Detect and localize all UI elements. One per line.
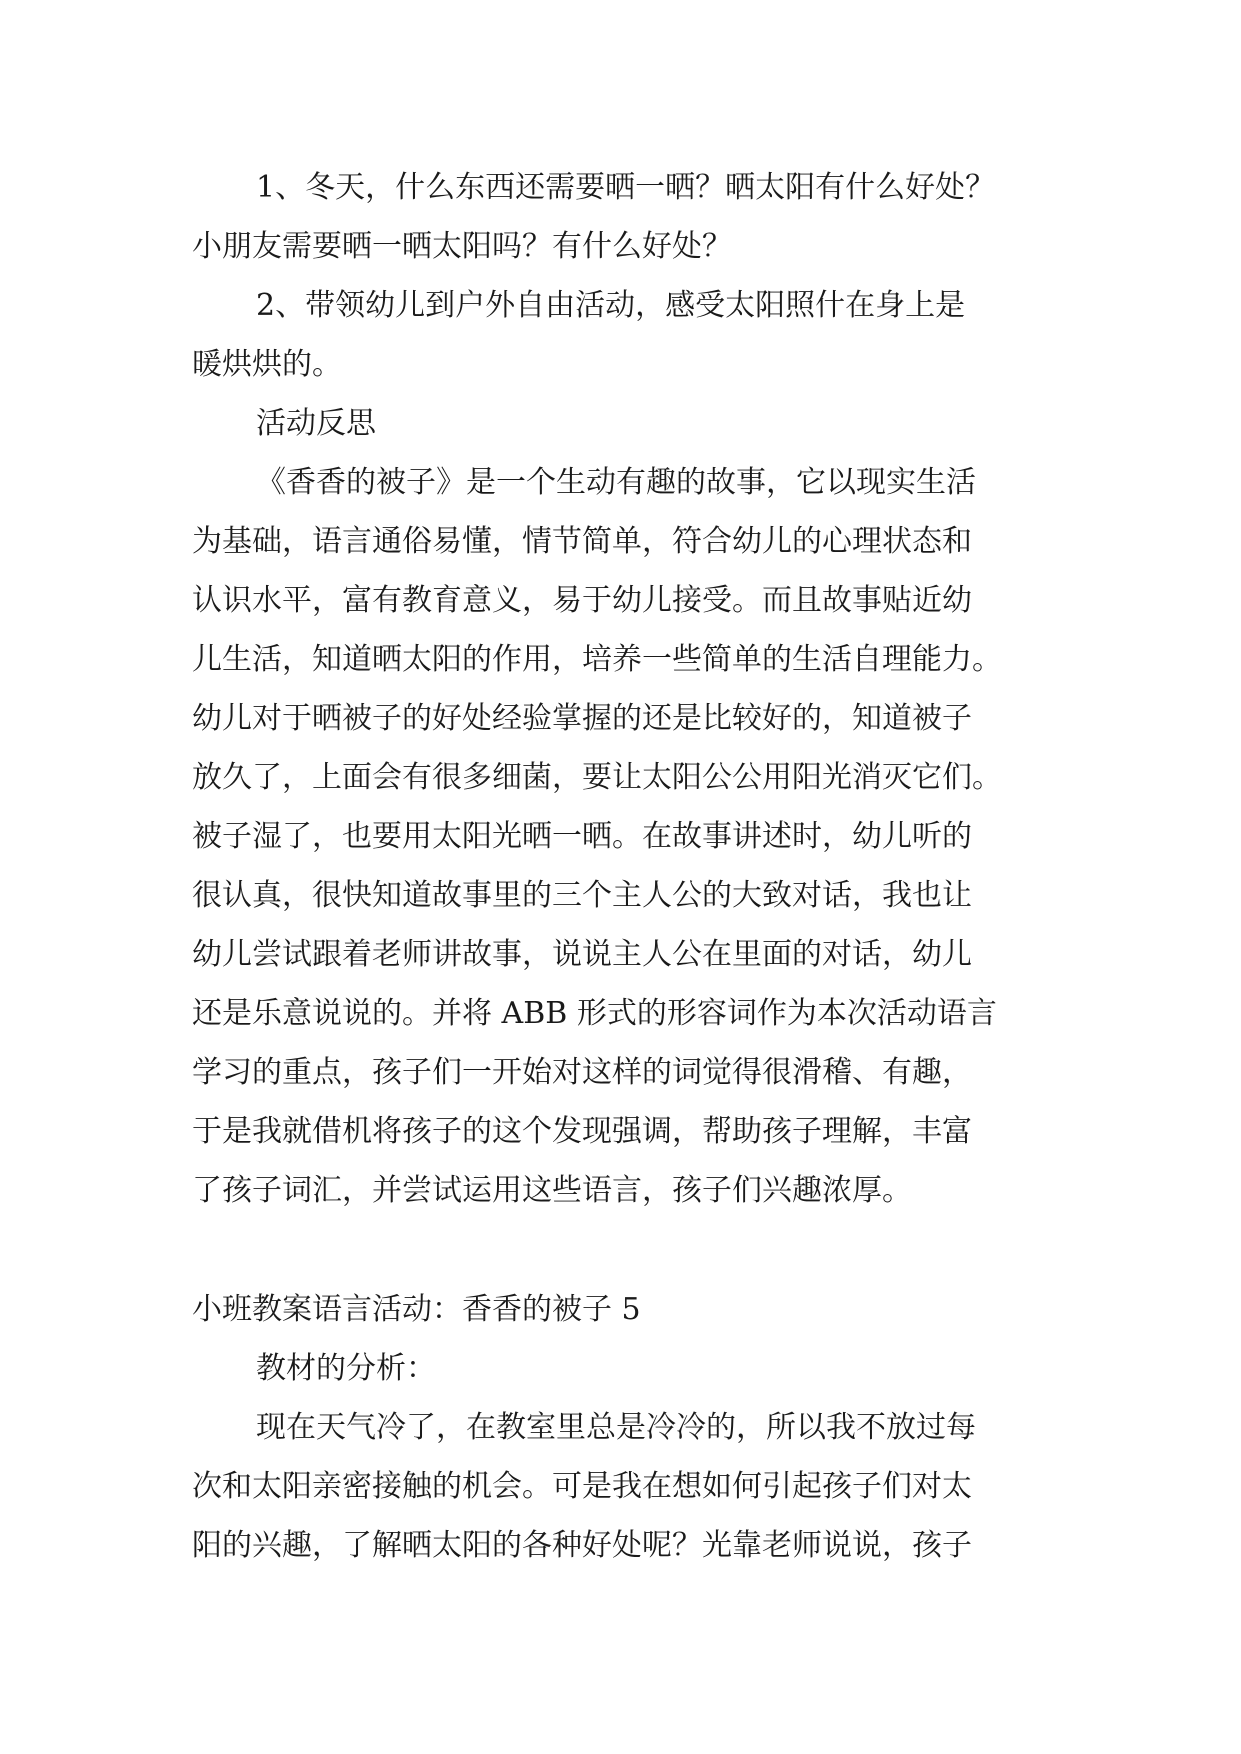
text-line: 现在天气冷了，在教室里总是冷冷的，所以我不放过每	[256, 1410, 976, 1445]
text-line: 放久了，上面会有很多细菌，要让太阳公公用阳光消灭它们。	[192, 760, 1002, 795]
section-heading	[192, 1280, 1052, 1339]
section-title: 小班教案语言活动：香香的被子 5	[192, 1292, 641, 1327]
text-line: 小朋友需要晒一晒太阳吗？有什么好处？	[192, 229, 732, 264]
text-line: 2、带领幼儿到户外自由活动，感受太阳照什在身上是	[256, 288, 966, 323]
text-line: 被子湿了，也要用太阳光晒一晒。在故事讲述时，幼儿听的	[192, 819, 972, 854]
text-line: 《香香的被子》是一个生动有趣的故事，它以现实生活	[256, 465, 976, 500]
document-body	[192, 158, 1052, 1575]
reflection-heading	[192, 394, 1052, 453]
text-line: 阳的兴趣，了解晒太阳的各种好处呢？光靠老师说说，孩子	[192, 1528, 972, 1563]
text-line: 学习的重点，孩子们一开始对这样的词觉得很滑稽、有趣，	[192, 1055, 972, 1090]
text-line: 幼儿对于晒被子的好处经验掌握的还是比较好的，知道被子	[192, 701, 972, 736]
analysis-heading	[192, 1339, 1052, 1398]
text-line: 了孩子词汇，并尝试运用这些语言，孩子们兴趣浓厚。	[192, 1173, 912, 1208]
text-line: 很认真，很快知道故事里的三个主人公的大致对话，我也让	[192, 878, 972, 913]
paragraph-question	[192, 158, 1052, 276]
paragraph-outdoor-activity	[192, 276, 1052, 394]
paragraph-reflection	[192, 453, 1052, 1220]
section-spacer	[192, 1220, 1052, 1280]
text-line: 暖烘烘的。	[192, 347, 342, 382]
text-line: 还是乐意说说的。并将 ABB 形式的形容词作为本次活动语言	[192, 996, 997, 1031]
text-line: 幼儿尝试跟着老师讲故事，说说主人公在里面的对话，幼儿	[192, 937, 972, 972]
heading-text: 活动反思	[256, 406, 376, 441]
text-line: 于是我就借机将孩子的这个发现强调，帮助孩子理解，丰富	[192, 1114, 972, 1149]
text-line: 次和太阳亲密接触的机会。可是我在想如何引起孩子们对太	[192, 1469, 972, 1504]
paragraph-analysis	[192, 1398, 1052, 1575]
text-line: 为基础，语言通俗易懂，情节简单，符合幼儿的心理状态和	[192, 524, 972, 559]
heading-text: 教材的分析：	[256, 1351, 436, 1386]
text-line: 儿生活，知道晒太阳的作用，培养一些简单的生活自理能力。	[192, 642, 1002, 677]
text-line: 1、冬天，什么东西还需要晒一晒？晒太阳有什么好处？	[256, 170, 996, 205]
text-line: 认识水平，富有教育意义，易于幼儿接受。而且故事贴近幼	[192, 583, 972, 618]
